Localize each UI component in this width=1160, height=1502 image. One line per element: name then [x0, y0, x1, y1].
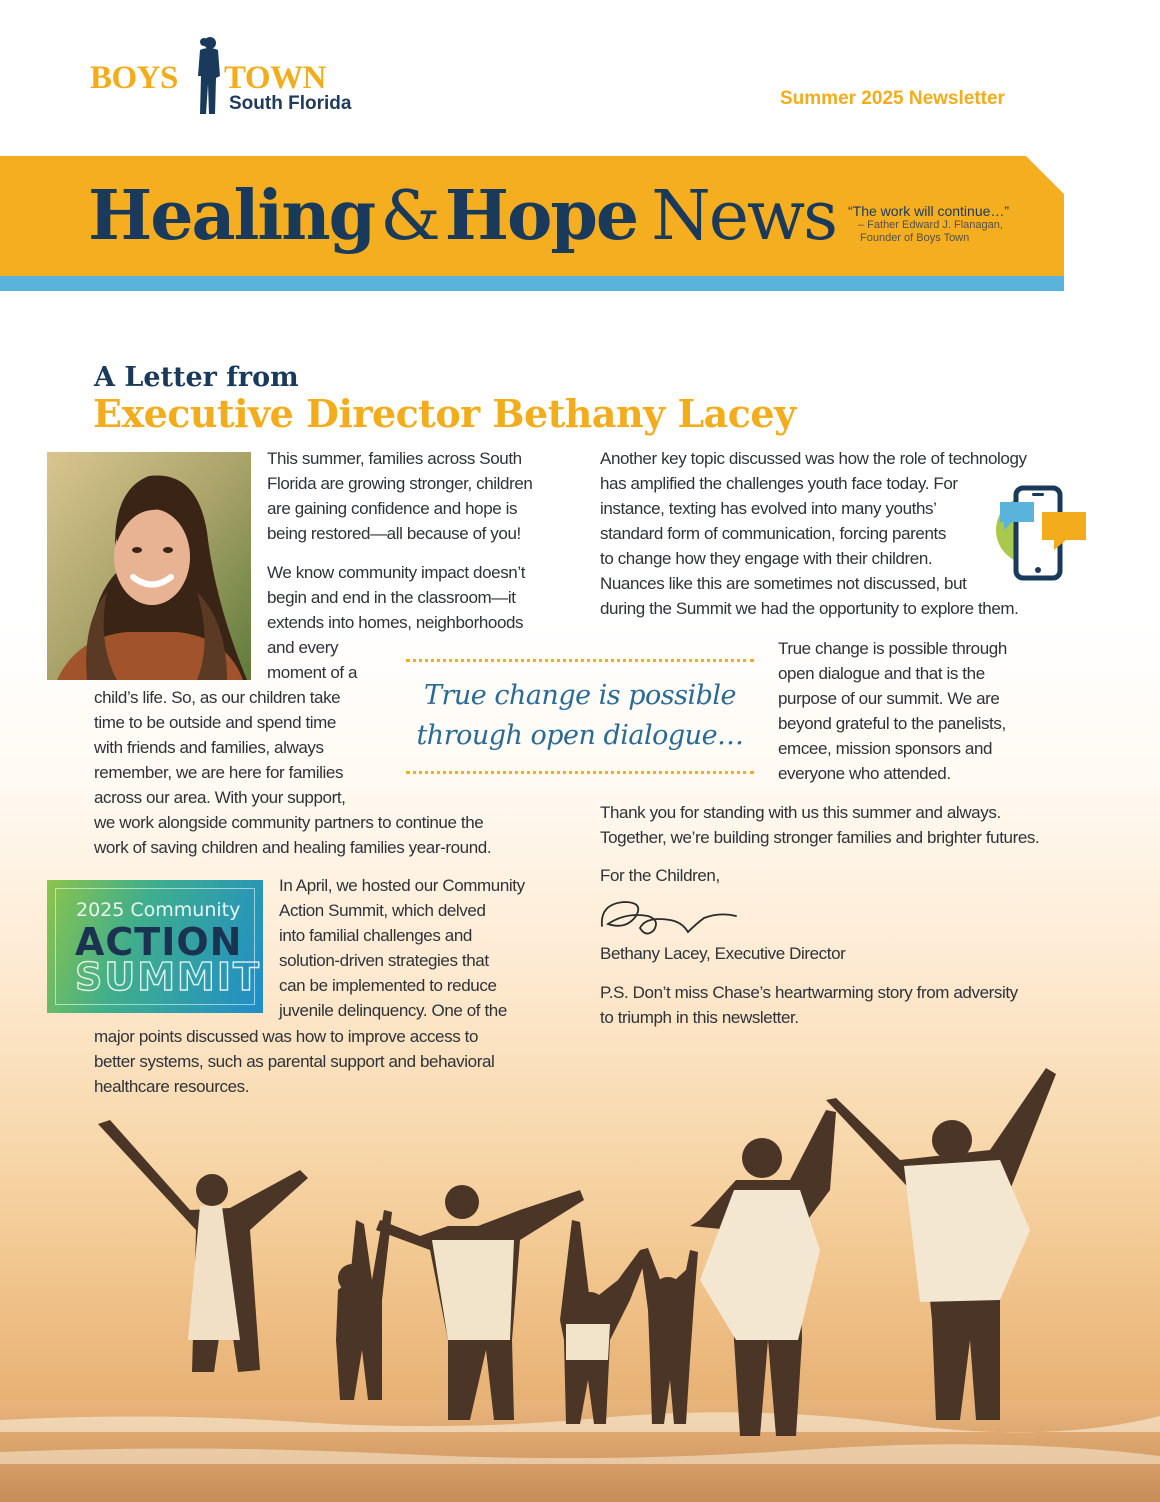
body-text-line: during the Summit we had the opportunity to explore them. [600, 599, 1019, 618]
body-text-line: to change how they engage with their children. [600, 549, 933, 568]
family-beach-photo [0, 1040, 1160, 1502]
pull-quote [400, 676, 760, 756]
action-summit-word-summit: SUMMIT [75, 955, 261, 999]
letter-heading-large: Executive Director Bethany Lacey [93, 391, 796, 436]
body-text-line: In April, we hosted our Community [279, 876, 525, 895]
body-text-line: better systems, such as parental support and behavioral [94, 1052, 495, 1071]
masthead-title [88, 176, 837, 256]
director-signature [596, 894, 741, 942]
body-text-line: Thank you for standing with us this summer and always. [600, 803, 1001, 822]
body-text-line: moment of a [267, 663, 358, 682]
body-text-line: We know community impact doesn’t [267, 563, 526, 582]
body-text-line: Nuances like this are sometimes not discussed, but [600, 574, 967, 593]
body-text-line: begin and end in the classroom—it [267, 588, 516, 607]
action-summit-badge [47, 880, 263, 1013]
body-text-line: across our area. With your support, [94, 788, 346, 807]
body-text-line: standard form of communication, forcing parents [600, 524, 946, 543]
body-text-line: being restored—all because of you! [267, 524, 521, 543]
body-text-line: has amplified the challenges youth face today. For [600, 474, 958, 493]
masthead-word-healing: Healing [88, 176, 375, 256]
letter-heading-small: A Letter from [94, 362, 299, 393]
pull-quote-divider-top [406, 659, 754, 662]
action-summit-year: 2025 Community [76, 899, 241, 921]
body-text-line: P.S. Don’t miss Chase’s heartwarming story from adversity [600, 983, 1018, 1002]
body-text-line: purpose of our summit. We are [778, 689, 1000, 708]
masthead-ampersand: & [380, 177, 439, 256]
signature-name-title: Bethany Lacey, Executive Director [600, 944, 846, 963]
body-text-line: can be implemented to reduce [279, 976, 497, 995]
newsletter-edition-label: Summer 2025 Newsletter [780, 88, 1005, 109]
body-text-line: This summer, families across South [267, 449, 522, 468]
body-text-line: extends into homes, neighborhoods [267, 613, 524, 632]
body-text-line: juvenile delinquency. One of the [279, 1001, 507, 1020]
logo-word-town: TOWN [224, 60, 326, 96]
body-text-line: remember, we are here for families [94, 763, 344, 782]
body-text-line: into familial challenges and [279, 926, 472, 945]
body-text-line: child’s life. So, as our children take [94, 688, 341, 707]
masthead-word-hope: Hope [444, 176, 638, 256]
pull-quote-line-2: through open dialogue… [416, 720, 744, 751]
closing-salutation: For the Children, [600, 866, 720, 885]
body-text-line: are gaining confidence and hope is [267, 499, 518, 518]
body-text-line: major points discussed was how to improve access to [94, 1027, 478, 1046]
body-text-line: everyone who attended. [778, 764, 951, 783]
body-text-line: Together, we’re building stronger families and brighter futures. [600, 828, 1040, 847]
body-text-line: to triumph in this newsletter. [600, 1008, 799, 1027]
boys-town-logo[interactable] [90, 36, 370, 118]
body-text-line: beyond grateful to the panelists, [778, 714, 1006, 733]
body-text-line: True change is possible through [778, 639, 1007, 658]
founder-quote [848, 203, 1009, 245]
masthead-stripe [0, 276, 1064, 291]
body-text-line: open dialogue and that is the [778, 664, 985, 683]
body-text-line: Action Summit, which delved [279, 901, 486, 920]
logo-figure-icon [190, 36, 226, 116]
body-text-line: solution-driven strategies that [279, 951, 489, 970]
phone-chat-icon [996, 484, 1088, 582]
founder-quote-attribution-2: Founder of Boys Town [860, 232, 970, 244]
founder-quote-text: “The work will continue…” [848, 203, 1010, 219]
pull-quote-line-1: True change is possible [423, 680, 737, 711]
body-text-line: work of saving children and healing families year-round. [94, 838, 492, 857]
body-text-line: we work alongside community partners to continue the [94, 813, 484, 832]
body-text-line: and every [267, 638, 339, 657]
body-text-line: Florida are growing stronger, children [267, 474, 533, 493]
body-text-line: time to be outside and spend time [94, 713, 336, 732]
body-text-line: with friends and families, always [94, 738, 324, 757]
body-text-line: instance, texting has evolved into many youths’ [600, 499, 937, 518]
director-portrait-photo [47, 452, 251, 680]
logo-word-boys: BOYS [90, 60, 178, 96]
action-summit-word-action: ACTION [75, 920, 243, 964]
body-text-line: emcee, mission sponsors and [778, 739, 993, 758]
logo-subtitle: South Florida [229, 93, 352, 114]
body-text-line: healthcare resources. [94, 1077, 250, 1096]
body-text-line: Another key topic discussed was how the role of technology [600, 449, 1027, 468]
founder-quote-attribution-1: – Father Edward J. Flanagan, [858, 219, 1003, 231]
masthead-word-news: News [651, 177, 837, 256]
pull-quote-divider-bottom [406, 771, 754, 774]
